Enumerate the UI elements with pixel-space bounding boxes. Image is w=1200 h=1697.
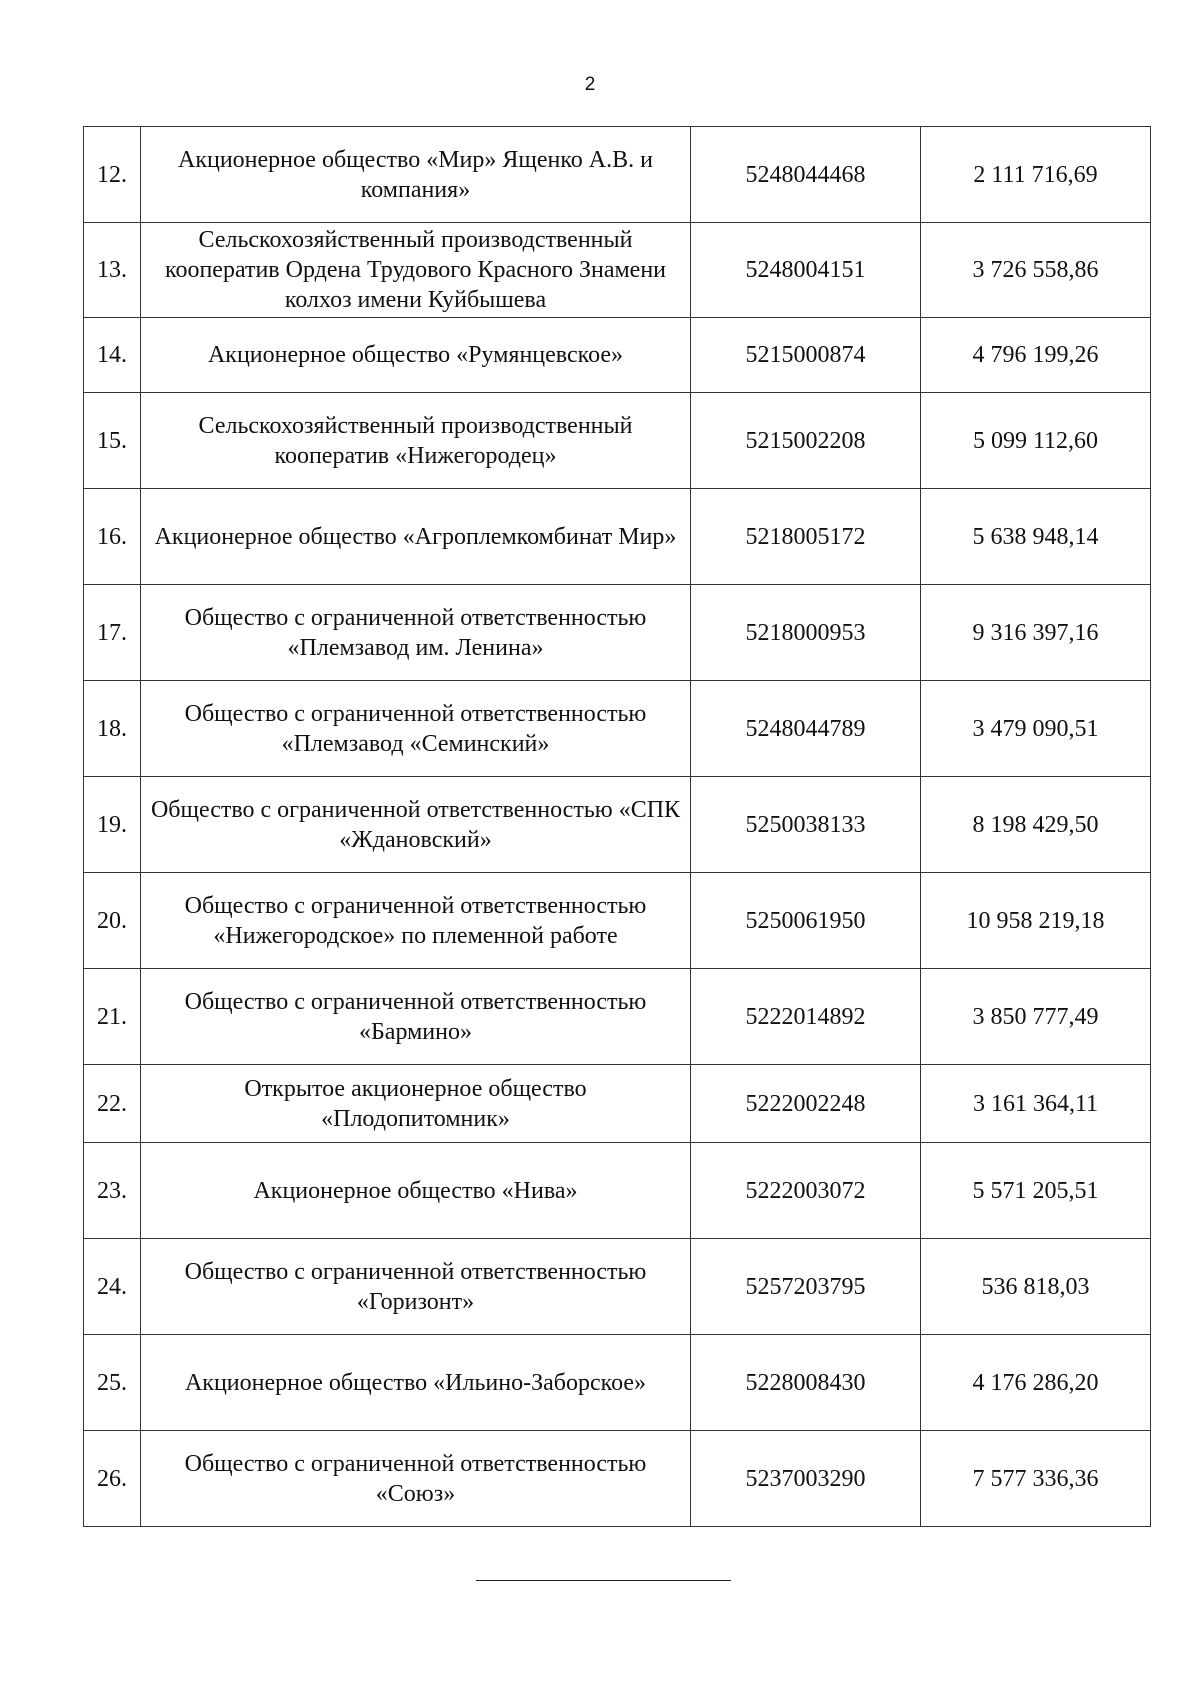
row-number-cell: 20. [84,873,141,969]
organization-name-cell: Акционерное общество «Румянцевское» [141,318,691,393]
inn-cell: 5218000953 [691,585,921,681]
amount-cell: 8 198 429,50 [921,777,1151,873]
organization-name-cell: Акционерное общество «Мир» Ященко А.В. и компания» [141,127,691,223]
organization-name-cell: Общество с ограниченной ответственностью «Горизонт» [141,1239,691,1335]
organization-name-cell: Общество с ограниченной ответственностью «Бармино» [141,969,691,1065]
row-number-cell: 23. [84,1143,141,1239]
table-row [84,1065,1151,1143]
amount-cell: 3 161 364,11 [921,1065,1151,1143]
inn-cell: 5228008430 [691,1335,921,1431]
row-number-cell: 19. [84,777,141,873]
row-number-cell: 26. [84,1431,141,1527]
row-number-cell: 24. [84,1239,141,1335]
organization-name-cell: Общество с ограниченной ответственностью «Нижегородское» по племенной работе [141,873,691,969]
table-row [84,777,1151,873]
organizations-table [83,126,1151,1527]
row-number-cell: 14. [84,318,141,393]
amount-cell: 4 796 199,26 [921,318,1151,393]
organization-name-cell: Общество с ограниченной ответственностью «Племзавод «Семинский» [141,681,691,777]
organization-name-cell: Сельскохозяйственный производственный кооператив Ордена Трудового Красного Знамени колхоз имени Куйбышева [141,223,691,318]
inn-cell: 5222014892 [691,969,921,1065]
row-number-cell: 13. [84,223,141,318]
page-number: 2 [584,74,596,95]
organization-name-cell: Сельскохозяйственный производственный кооператив «Нижегородец» [141,393,691,489]
amount-cell: 5 099 112,60 [921,393,1151,489]
row-number-cell: 15. [84,393,141,489]
inn-cell: 5248004151 [691,223,921,318]
row-number-cell: 12. [84,127,141,223]
organization-name-cell: Акционерное общество «Агроплемкомбинат Мир» [141,489,691,585]
table-row [84,127,1151,223]
amount-cell: 3 726 558,86 [921,223,1151,318]
row-number-cell: 21. [84,969,141,1065]
inn-cell: 5248044789 [691,681,921,777]
organization-name-cell: Открытое акционерное общество «Плодопитомник» [141,1065,691,1143]
inn-cell: 5248044468 [691,127,921,223]
organization-name-cell: Общество с ограниченной ответственностью «СПК «Ждановский» [141,777,691,873]
table-row [84,393,1151,489]
table-row [84,489,1151,585]
row-number-cell: 16. [84,489,141,585]
inn-cell: 5250061950 [691,873,921,969]
table-row [84,1143,1151,1239]
inn-cell: 5222003072 [691,1143,921,1239]
organization-name-cell: Акционерное общество «Ильино-Заборское» [141,1335,691,1431]
inn-cell: 5218005172 [691,489,921,585]
amount-cell: 5 571 205,51 [921,1143,1151,1239]
amount-cell: 3 850 777,49 [921,969,1151,1065]
row-number-cell: 18. [84,681,141,777]
amount-cell: 2 111 716,69 [921,127,1151,223]
organization-name-cell: Общество с ограниченной ответственностью «Племзавод им. Ленина» [141,585,691,681]
table-row [84,873,1151,969]
amount-cell: 3 479 090,51 [921,681,1151,777]
inn-cell: 5215002208 [691,393,921,489]
table-row [84,1431,1151,1527]
row-number-cell: 17. [84,585,141,681]
inn-cell: 5257203795 [691,1239,921,1335]
table-row [84,1335,1151,1431]
amount-cell: 7 577 336,36 [921,1431,1151,1527]
table-row [84,681,1151,777]
table-row [84,969,1151,1065]
inn-cell: 5222002248 [691,1065,921,1143]
amount-cell: 536 818,03 [921,1239,1151,1335]
inn-cell: 5215000874 [691,318,921,393]
row-number-cell: 22. [84,1065,141,1143]
inn-cell: 5250038133 [691,777,921,873]
amount-cell: 5 638 948,14 [921,489,1151,585]
organization-name-cell: Акционерное общество «Нива» [141,1143,691,1239]
inn-cell: 5237003290 [691,1431,921,1527]
amount-cell: 9 316 397,16 [921,585,1151,681]
end-of-document-rule [476,1580,731,1581]
organization-name-cell: Общество с ограниченной ответственностью «Союз» [141,1431,691,1527]
table-row [84,318,1151,393]
row-number-cell: 25. [84,1335,141,1431]
table-row [84,223,1151,318]
amount-cell: 10 958 219,18 [921,873,1151,969]
amount-cell: 4 176 286,20 [921,1335,1151,1431]
table-row [84,585,1151,681]
table-row [84,1239,1151,1335]
